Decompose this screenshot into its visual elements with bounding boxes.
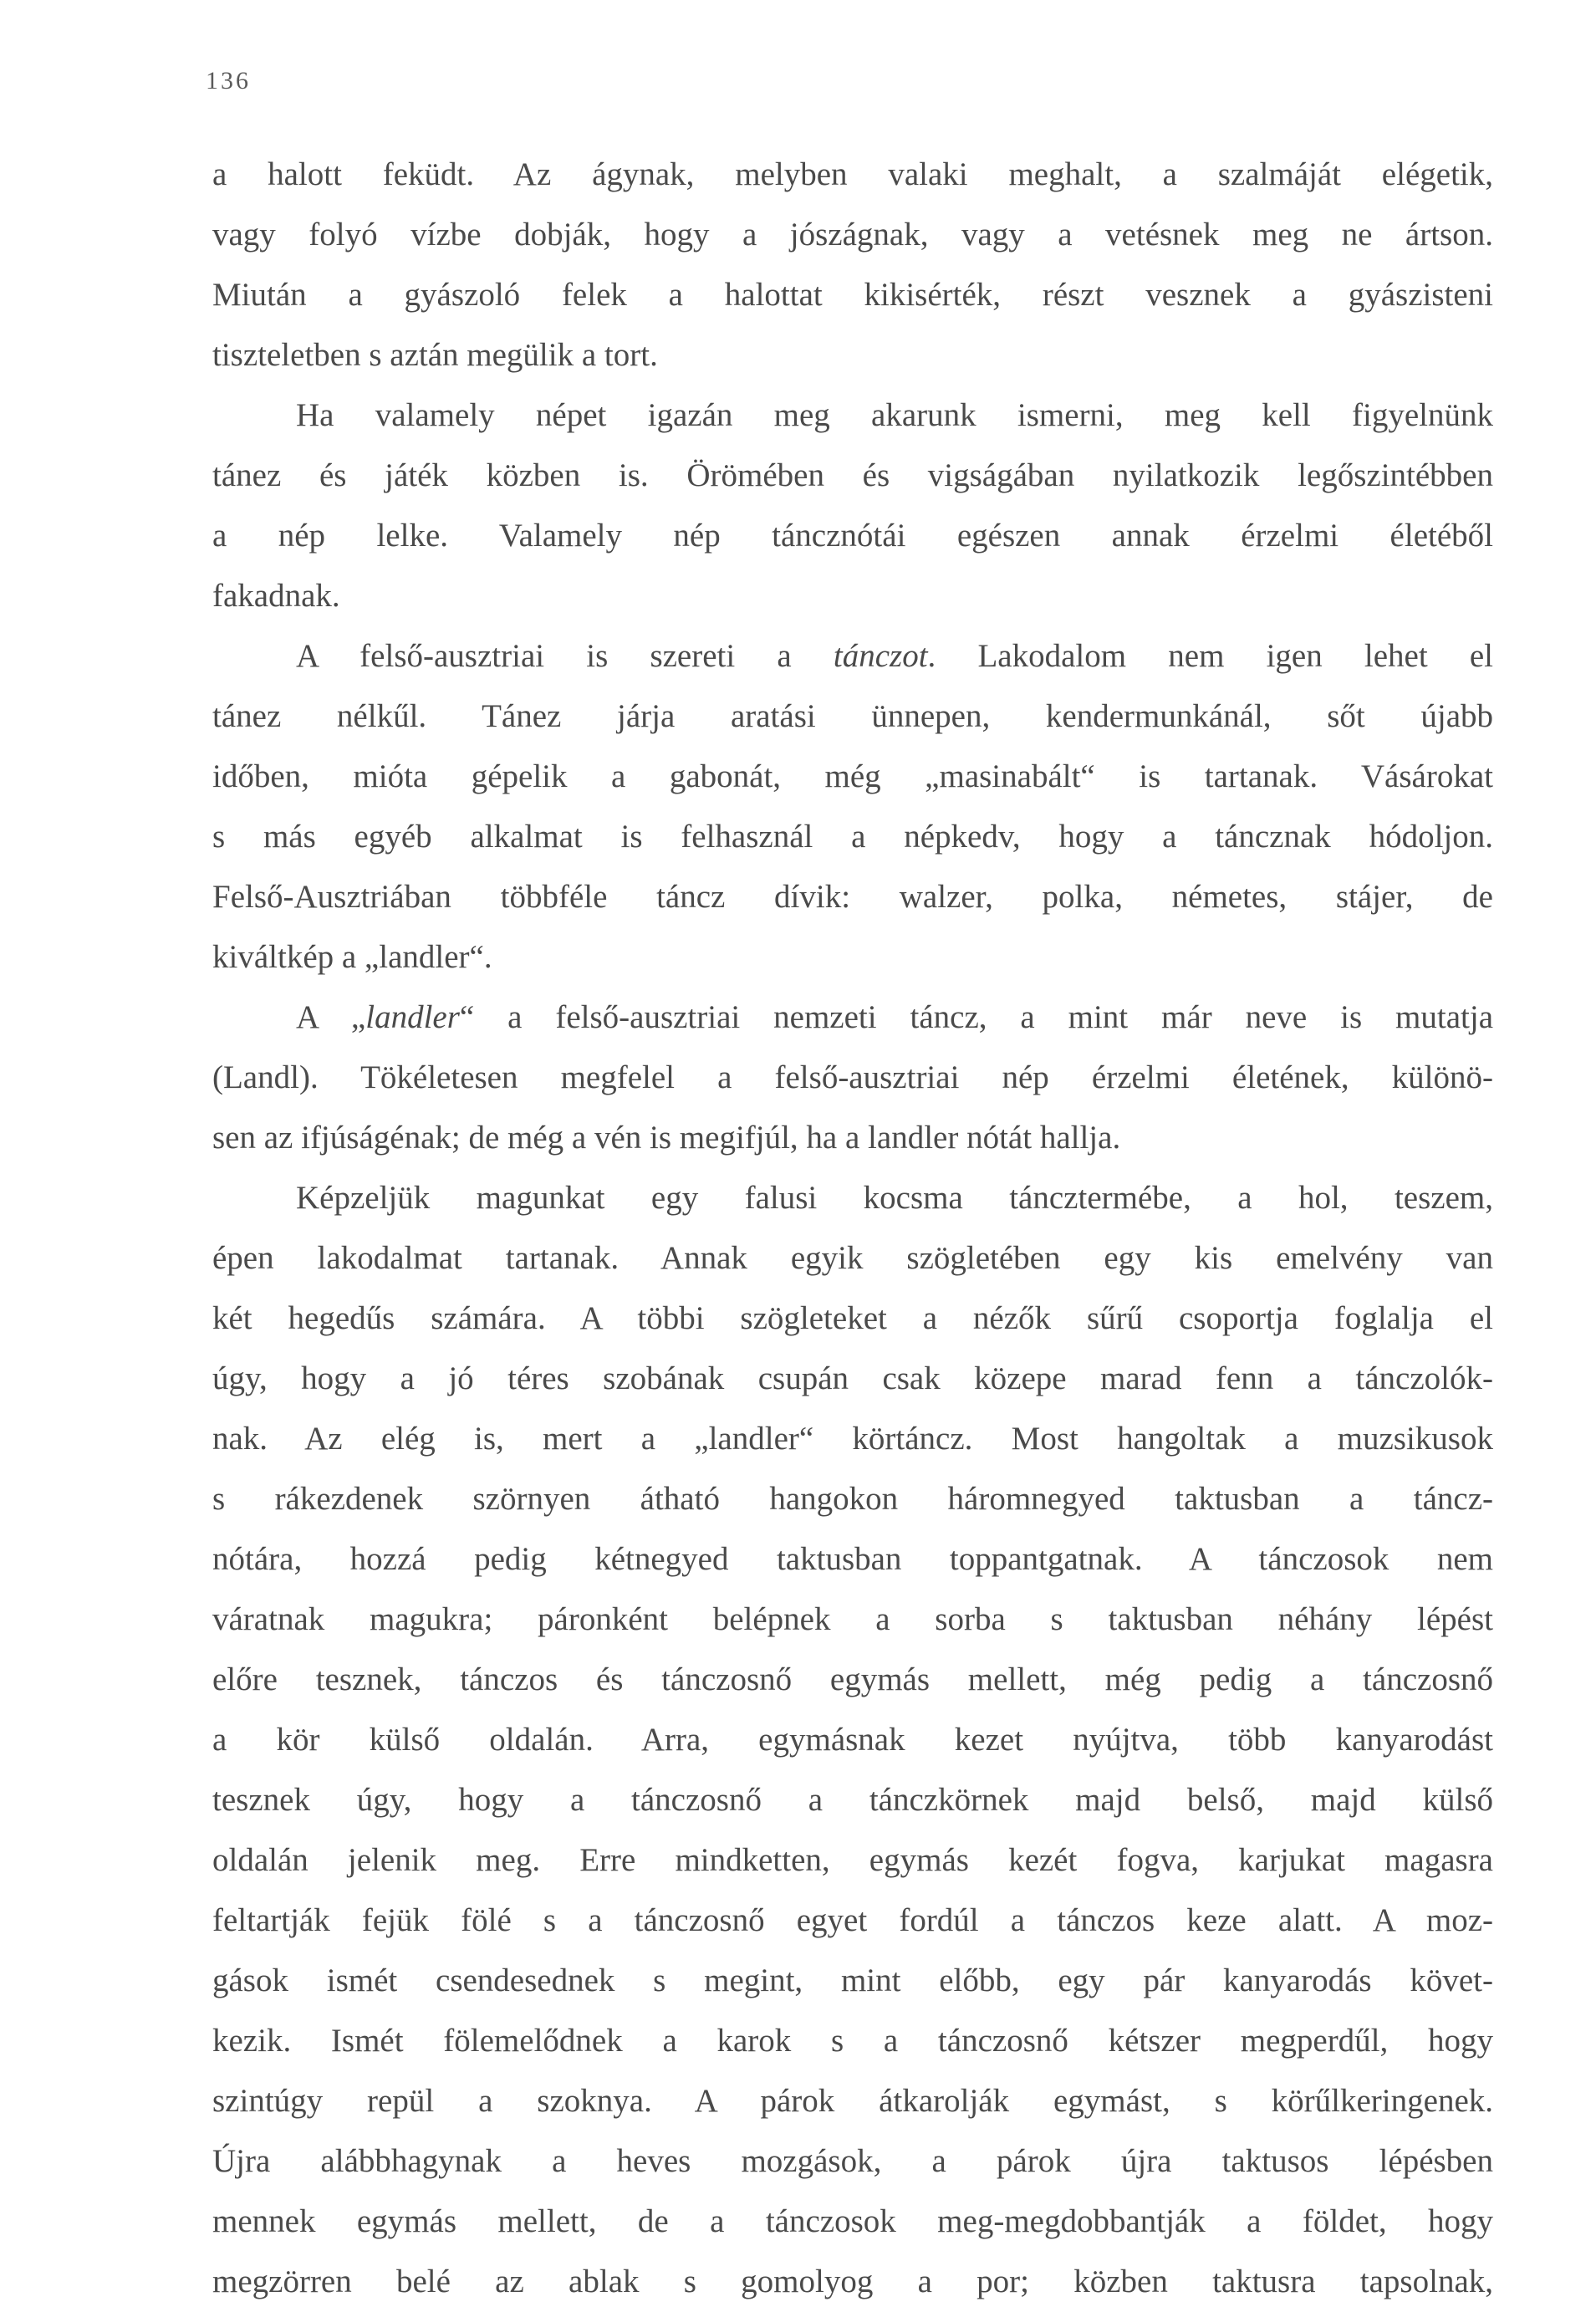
text-line: Miután a gyászoló felek a halottat kikisérték, részt vesznek a gyászisteni [212,277,1493,313]
text-line: váratnak magukra; páronként belépnek a sorba s taktusban néhány lépést [212,1601,1493,1637]
text-line [212,988,1493,1048]
text-line: időben, mióta gépelik a gabonát, még „masinabált“ is tartanak. Vásárokat [212,758,1493,794]
text-line: szintúgy repül a szoknya. A párok átkarolják egymást, s körűlkeringenek. [212,2083,1493,2119]
text-segment: A „ [296,999,366,1035]
text-line: előre tesznek, tánczos és tánczosnő egymás mellett, még pedig a tánczosnő [212,1661,1493,1697]
text-line: tesznek úgy, hogy a tánczosnő a tánczkörnek majd belső, majd külső [212,1782,1493,1818]
text-line: oldalán jelenik meg. Erre mindketten, egymás kezét fogva, karjukat magasra [212,1842,1493,1878]
text-line: feltartják fejük fölé s a tánczosnő egyet fordúl a tánczos keze alatt. A moz- [212,1902,1493,1938]
text-line: tánez és játék közben is. Örömében és vigságában nyilatkozik legőszintébben [212,457,1493,493]
text-line: mennek egymás mellett, de a tánczosok meg-megdobbantják a földet, hogy [212,2203,1493,2239]
text-line: a kör külső oldalán. Arra, egymásnak kezet nyújtva, több kanyarodást [212,1722,1493,1758]
page-number: 136 [206,67,251,94]
italic-text: tánczot [833,638,928,674]
text-segment: . Lakodalom nem igen lehet el [927,638,1494,674]
text-segment: “ a felső-ausztriai nemzeti táncz, a mint már neve is mutatja [459,999,1493,1035]
text-line: s más egyéb alkalmat is felhasznál a népkedv, hogy a táncznak hódoljon. [212,819,1493,855]
text-line: két hegedűs számára. A többi szögleteket a nézők sűrű csoportja foglalja el [212,1300,1493,1336]
body-text [212,145,1493,2312]
text-line: tánez nélkűl. Tánez járja aratási ünnepen, kendermunkánál, sőt újabb [212,698,1493,734]
text-line: Ha valamely népet igazán meg akarunk ismerni, meg kell figyelnünk [296,397,1493,433]
text-line: úgy, hogy a jó téres szobának csupán csak közepe marad fenn a tánczolók- [212,1360,1493,1396]
text-line: megzörren belé az ablak s gomolyog a por; közben taktusra tapsolnak, [212,2264,1493,2299]
text-line: gások ismét csendesednek s megint, mint előbb, egy pár kanyarodás követ- [212,1962,1493,1998]
text-line: a nép lelke. Valamely nép táncznótái egészen annak érzelmi életéből [212,518,1493,554]
text-line: Újra alábbhagynak a heves mozgások, a párok újra taktusos lépésben [212,2143,1493,2179]
text-line: a halott feküdt. Az ágynak, melyben valaki meghalt, a szalmáját elégetik, [212,156,1493,192]
text-line: tiszteletben s aztán megülik a tort. [212,337,658,373]
text-line: Képzeljük magunkat egy falusi kocsma táncztermébe, a hol, teszem, [296,1180,1493,1216]
text-segment: A felső-ausztriai is szereti a [296,638,834,674]
text-line: fakadnak. [212,578,340,614]
text-line: épen lakodalmat tartanak. Annak egyik szögletében egy kis emelvény van [212,1240,1493,1276]
text-line: vagy folyó vízbe dobják, hogy a jószágnak, vagy a vetésnek meg ne ártson. [212,217,1493,253]
text-line: kiváltkép a „landler“. [212,939,492,975]
italic-text: landler [365,999,460,1035]
text-line: kezik. Ismét fölemelődnek a karok s a tánczosnő kétszer megperdűl, hogy [212,2023,1493,2059]
text-line: sen az ifjúságénak; de még a vén is megifjúl, ha a landler nótát hallja. [212,1120,1121,1156]
text-line: (Landl). Tökéletesen megfelel a felső-ausztriai nép érzelmi életének, különö- [212,1059,1493,1095]
text-line: s rákezdenek szörnyen átható hangokon háromnegyed taktusban a táncz- [212,1481,1493,1517]
text-line: nótára, hozzá pedig kétnegyed taktusban toppantgatnak. A tánczosok nem [212,1541,1493,1577]
text-line: Felső-Ausztriában többféle táncz dívik: walzer, polka, németes, stájer, de [212,879,1493,915]
text-line: nak. Az elég is, mert a „landler“ körtáncz. Most hangoltak a muzsikusok [212,1421,1493,1457]
text-line [212,626,1493,686]
